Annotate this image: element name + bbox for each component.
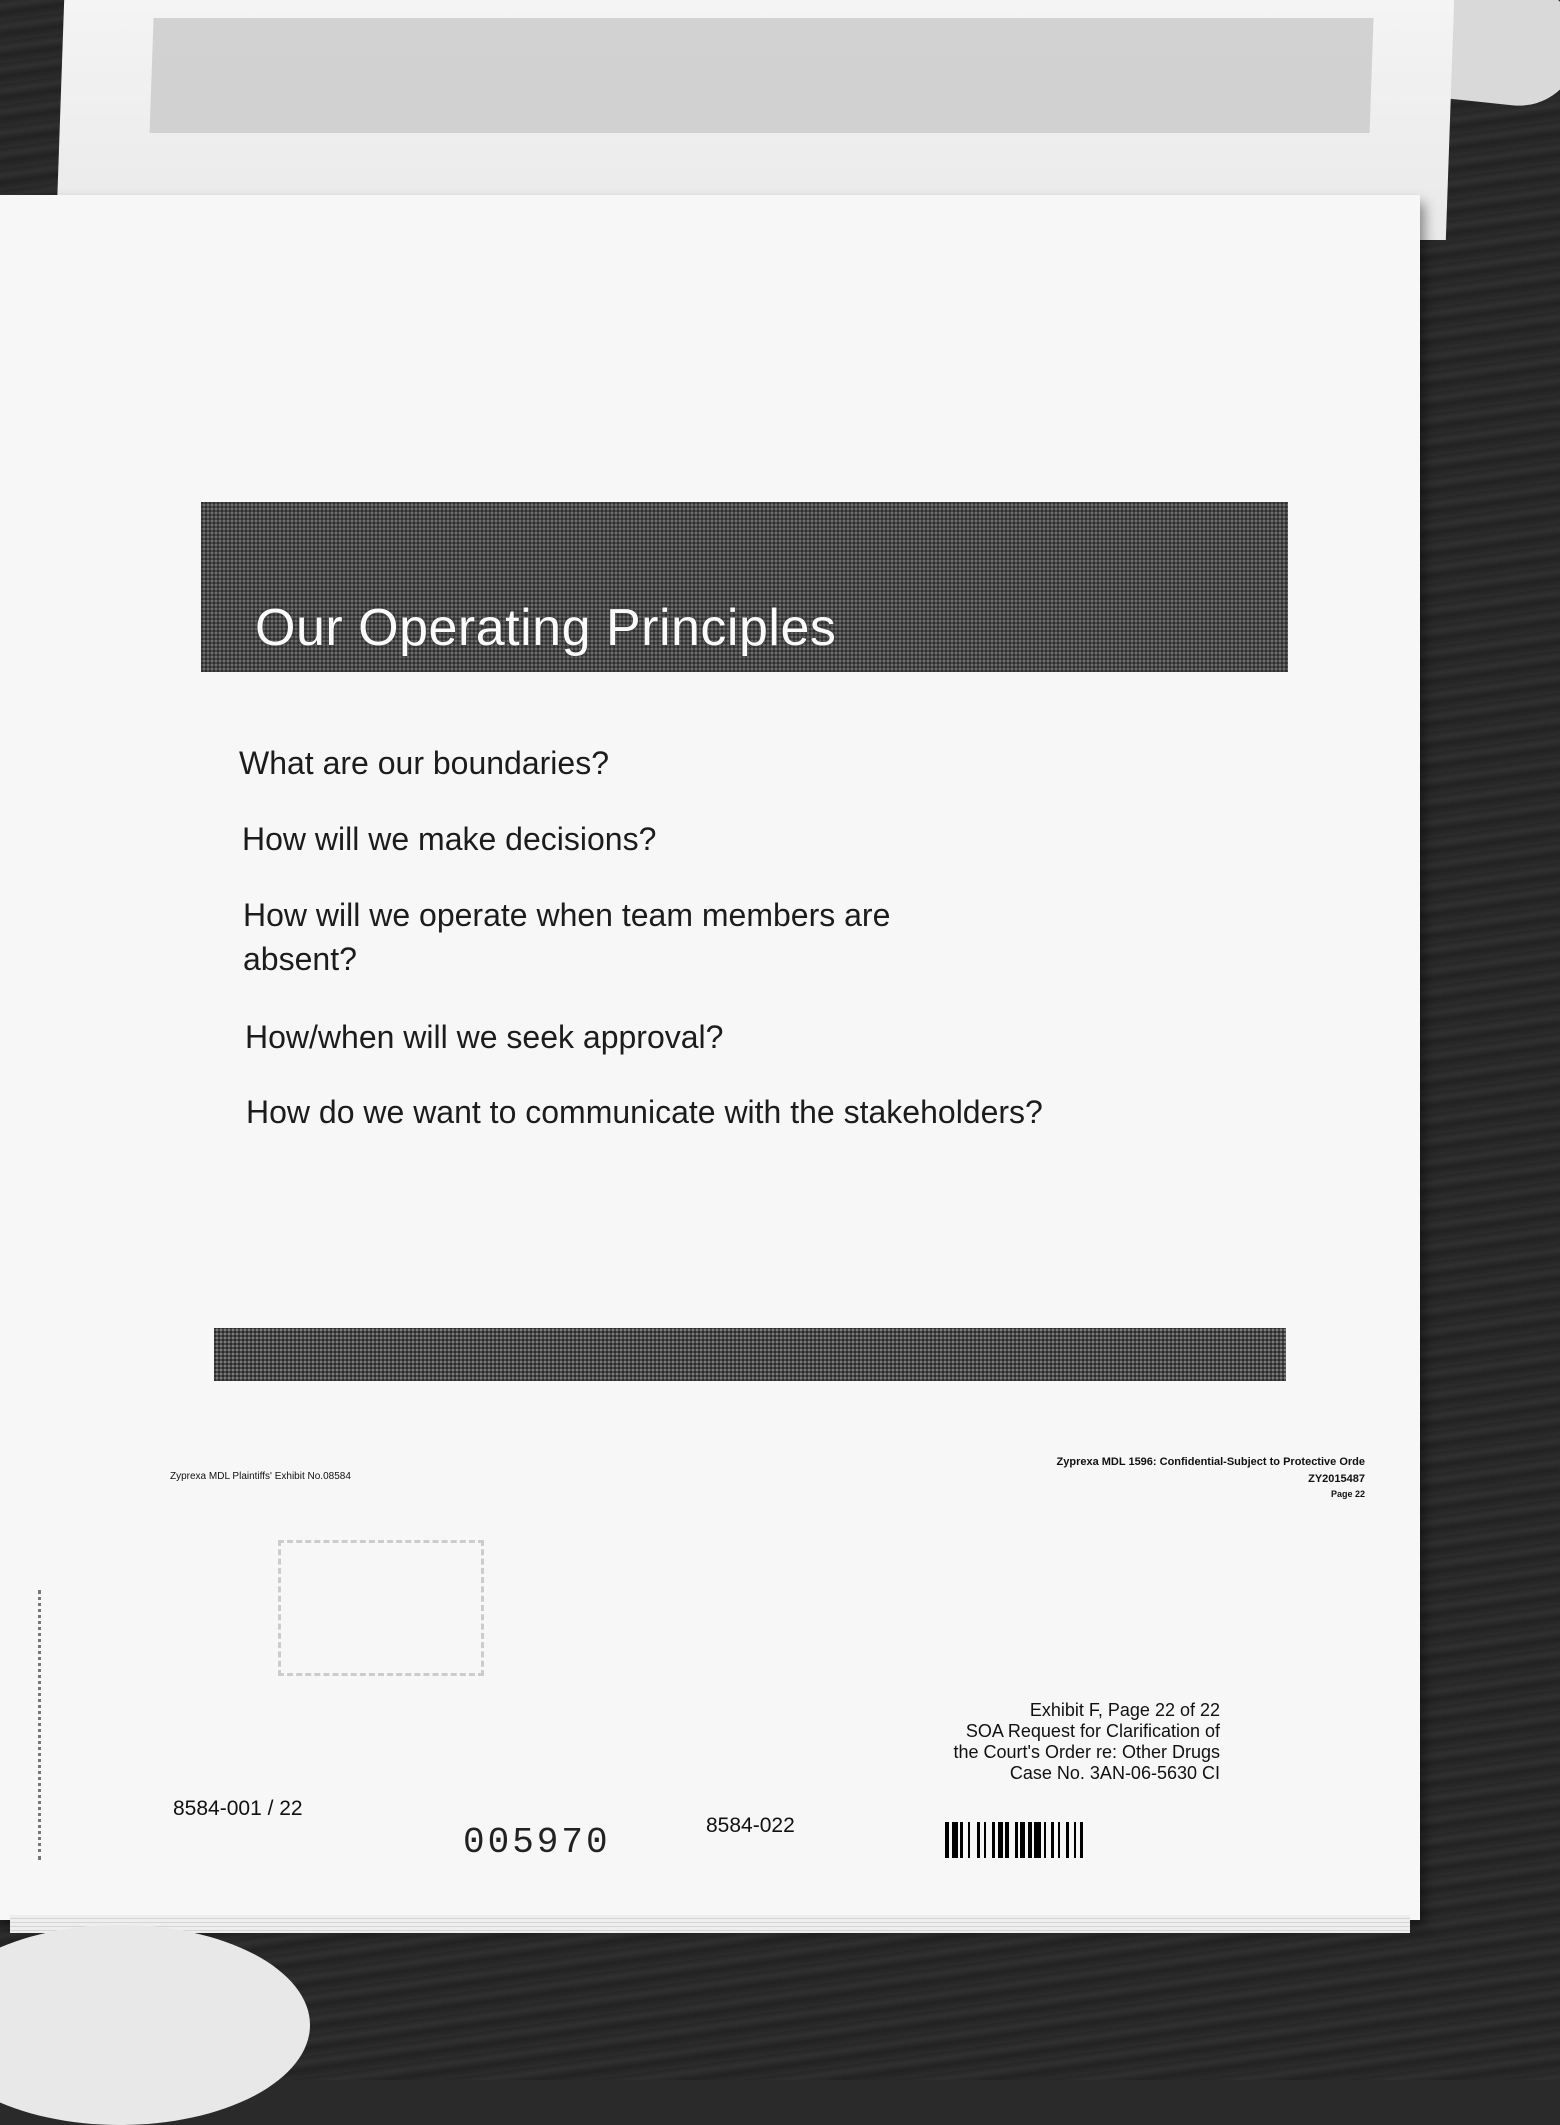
exhibit-sticker (900, 1700, 1220, 1784)
faint-stamp (278, 1540, 484, 1676)
barcode-bar (952, 1822, 958, 1858)
barcode-bar (992, 1822, 995, 1858)
barcode-bar (998, 1822, 1003, 1858)
question-absent-line2: absent? (243, 941, 357, 977)
barcode-bar (1080, 1822, 1083, 1858)
barcode-bar (960, 1822, 963, 1858)
question-approval: How/when will we seek approval? (245, 1019, 724, 1055)
barcode-bar (1020, 1822, 1025, 1858)
exhibit-line-1: Exhibit F, Page 22 of 22 (1029, 1700, 1220, 1720)
question-absent-line1: How will we operate when team members are (243, 897, 891, 933)
barcode-bar (1028, 1822, 1032, 1858)
barcode-bar (1005, 1822, 1009, 1858)
document-code: 8584-022 (706, 1814, 795, 1837)
question-communicate: How do we want to communicate with the stakeholders? (246, 1094, 1043, 1130)
barcode-bar (1058, 1822, 1060, 1858)
confidential-notice: Zyprexa MDL 1596: Confidential-Subject to Protective Orde (1056, 1456, 1365, 1468)
footer-band (214, 1328, 1286, 1381)
page-reference: 8584-001 / 22 (173, 1797, 303, 1820)
barcode (945, 1822, 1285, 1858)
barcode-bar (1066, 1822, 1069, 1858)
bates-number: 005970 (463, 1822, 611, 1863)
slide-title: Our Operating Principles (255, 599, 837, 657)
barcode-bar (984, 1822, 986, 1858)
barcode-bar (1051, 1822, 1054, 1858)
barcode-bar (968, 1822, 970, 1858)
barcode-bar (1074, 1822, 1076, 1858)
footer-page: Page 22 (1330, 1489, 1365, 1499)
barcode-bar (977, 1822, 980, 1858)
barcode-bar (945, 1822, 949, 1858)
plaintiffs-exhibit-label: Zyprexa MDL Plaintiffs' Exhibit No.08584 (170, 1471, 351, 1482)
barcode-bar (1015, 1822, 1018, 1858)
question-boundaries: What are our boundaries? (239, 745, 609, 781)
exhibit-line-3: the Court's Order re: Other Drugs (953, 1742, 1220, 1762)
exhibit-line-2: SOA Request for Clarification of (965, 1721, 1220, 1741)
question-decisions: How will we make decisions? (242, 821, 657, 857)
barcode-bar (1044, 1822, 1046, 1858)
margin-line (38, 1590, 41, 1860)
doc-id: ZY2015487 (1308, 1473, 1365, 1485)
barcode-bar (1034, 1822, 1041, 1858)
underlying-banner (150, 18, 1374, 133)
exhibit-line-4: Case No. 3AN-06-5630 CI (1009, 1763, 1220, 1783)
page-stack-edge (10, 1915, 1410, 1933)
